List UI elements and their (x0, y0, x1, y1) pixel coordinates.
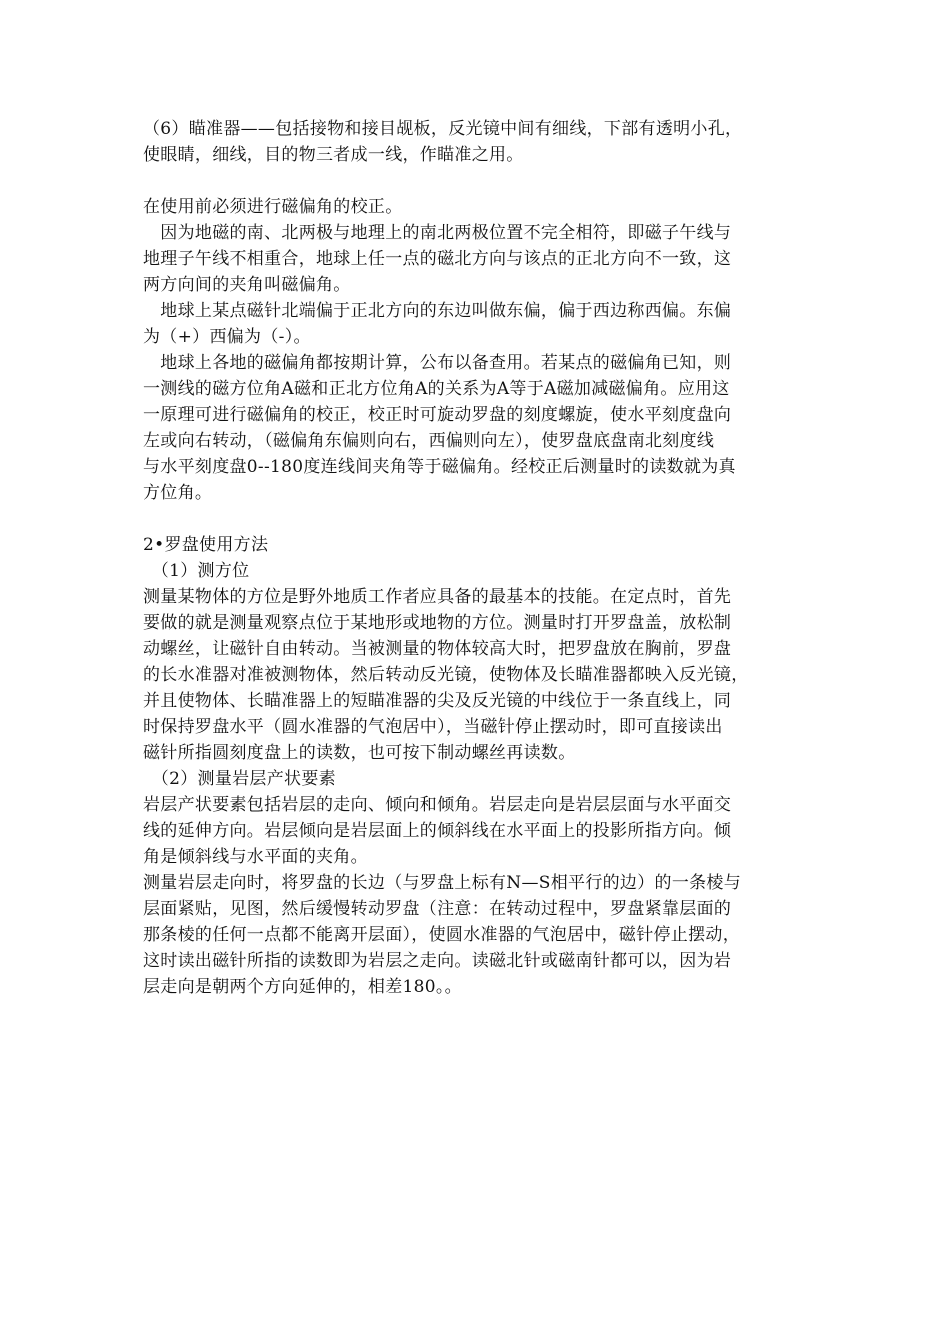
text-line: 测量某物体的方位是野外地质工作者应具备的最基本的技能。在定点时，首先 (143, 587, 732, 607)
paragraph-gap (143, 168, 823, 194)
paragraph-gap (143, 506, 823, 532)
text-line: 那条棱的任何一点都不能离开层面），使圆水准器的气泡居中，磁针停止摆动， (143, 925, 740, 945)
text-line: 因为地磁的南、北两极与地理上的南北两极位置不完全相符，即磁子午线与 (143, 223, 732, 243)
text-line: 与水平刻度盘0--180度连线间夹角等于磁偏角。经校正后测量时的读数就为真 (143, 457, 736, 477)
text-line: 两方向间的夹角叫磁偏角。 (143, 275, 351, 295)
text-line: 的长水准器对准被测物体，然后转动反光镜，使物体及长瞄准器都映入反光镜， (143, 665, 749, 685)
text-line: （6）瞄准器——包括接物和接目觇板，反光镜中间有细线，下部有透明小孔， (143, 119, 743, 139)
text-line: （2）测量岩层产状要素 (143, 769, 336, 789)
text-line: 为（+）西偏为（-）。 (143, 327, 311, 347)
document-page (143, 116, 823, 1000)
text-line: 时保持罗盘水平（圆水准器的气泡居中），当磁针停止摆动时，即可直接读出 (143, 717, 723, 737)
text-line: 要做的就是测量观察点位于某地形或地物的方位。测量时打开罗盘盖，放松制 (143, 613, 732, 633)
text-line: 岩层产状要素包括岩层的走向、倾向和倾角。岩层走向是岩层层面与水平面交 (143, 795, 732, 815)
text-line: 一原理可进行磁偏角的校正，校正时可旋动罗盘的刻度螺旋，使水平刻度盘向 (143, 405, 732, 425)
text-line: 2•罗盘使用方法 (143, 535, 269, 555)
text-line: 方位角。 (143, 483, 213, 503)
text-line: 一测线的磁方位角A磁和正北方位角A的关系为A等于A磁加减磁偏角。应用这 (143, 379, 730, 399)
text-line: 并且使物体、长瞄准器上的短瞄准器的尖及反光镜的中线位于一条直线上，同 (143, 691, 732, 711)
text-line: （1）测方位 (143, 561, 250, 581)
text-line: 线的延伸方向。岩层倾向是岩层面上的倾斜线在水平面上的投影所指方向。倾 (143, 821, 732, 841)
text-line: 层面紧贴，见图，然后缓慢转动罗盘（注意：在转动过程中，罗盘紧靠层面的 (143, 899, 732, 919)
text-line: 这时读出磁针所指的读数即为岩层之走向。读磁北针或磁南针都可以，因为岩 (143, 951, 732, 971)
text-line: 地球上某点磁针北端偏于正北方向的东边叫做东偏，偏于西边称西偏。东偏 (143, 301, 732, 321)
text-line: 地理子午线不相重合，地球上任一点的磁北方向与该点的正北方向不一致，这 (143, 249, 732, 269)
text-line: 层走向是朝两个方向延伸的，相差180。。 (143, 977, 462, 997)
text-line: 使眼睛，细线，目的物三者成一线，作瞄准之用。 (143, 145, 524, 165)
text-line: 左或向右转动，（磁偏角东偏则向右，西偏则向左），使罗盘底盘南北刻度线 (143, 431, 715, 451)
text-line: 地球上各地的磁偏角都按期计算，公布以备查用。若某点的磁偏角已知，则 (143, 353, 732, 373)
text-line: 在使用前必须进行磁偏角的校正。 (143, 197, 403, 217)
text-line: 动螺丝，让磁针自由转动。当被测量的物体较高大时，把罗盘放在胸前，罗盘 (143, 639, 732, 659)
text-line: 测量岩层走向时，将罗盘的长边（与罗盘上标有N—S相平行的边）的一条棱与 (143, 873, 742, 893)
text-line: 角是倾斜线与水平面的夹角。 (143, 847, 368, 867)
text-line: 磁针所指圆刻度盘上的读数，也可按下制动螺丝再读数。 (143, 743, 576, 763)
